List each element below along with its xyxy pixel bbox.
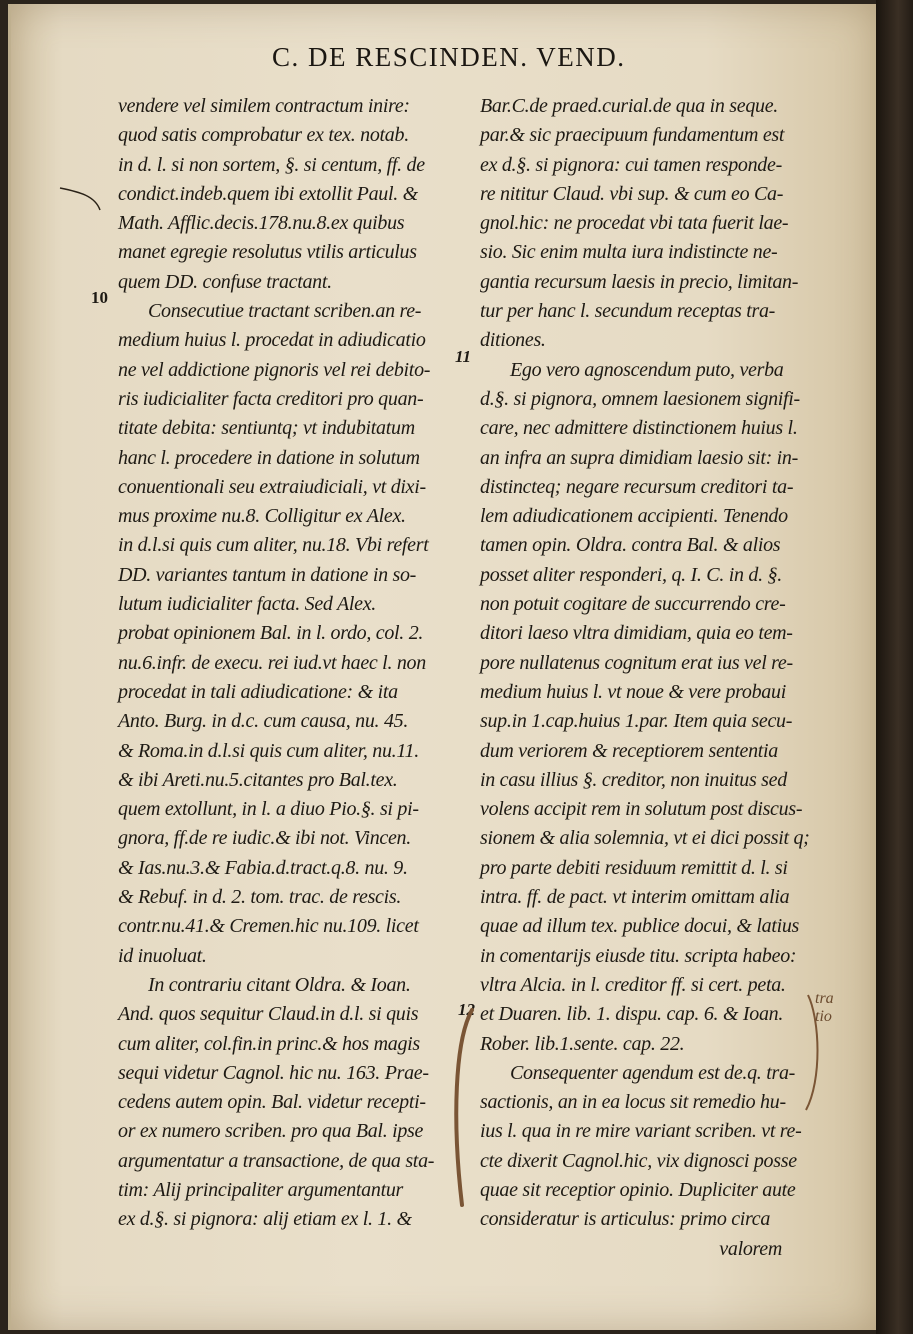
text-line: hanc l. procedere in datione in solutum [118, 446, 420, 469]
text-line: an infra an supra dimidiam laesio sit: in- [480, 446, 798, 469]
text-line: sactionis, an in ea locus sit remedio hu- [480, 1091, 786, 1114]
text-line: titate debita: sentiuntq; vt indubitatum [118, 417, 415, 440]
text-line: sup.in 1.cap.huius 1.par. Item quia secu- [480, 710, 793, 733]
text-line: vendere vel similem contractum inire: [118, 95, 410, 117]
margin-bracket [456, 1010, 472, 1205]
text-line: et Duaren. lib. 1. dispu. cap. 6. & Ioan. [480, 1003, 784, 1026]
text-line: cum aliter, col.fin.in princ.& hos magis [118, 1032, 420, 1055]
text-line: nu.6.infr. de execu. rei iud.vt haec l. non [118, 651, 426, 674]
text-line: d.§. si pignora, omnem laesionem signifi- [480, 387, 800, 410]
text-line: Ego vero agnoscendum puto, verba [510, 358, 784, 381]
text-line: quae sit receptior opinio. Dupliciter aute [480, 1178, 796, 1201]
text-line: consideratur is articulus: primo circa [480, 1208, 771, 1231]
text-line: Math. Afflic.decis.178.nu.8.ex quibus [118, 212, 405, 235]
text-line: cedens autem opin. Bal. videtur recepti- [118, 1091, 426, 1114]
text-line: mus proxime nu.8. Colligitur ex Alex. [118, 505, 406, 528]
text-line: lem adiudicationem accipienti. Tenendo [480, 505, 788, 528]
text-line: sequi videtur Cagnol. hic nu. 163. Prae- [118, 1061, 429, 1084]
text-line: ne vel addictione pignoris vel rei debito- [118, 358, 431, 381]
text-line: quem extollunt, in l. a diuo Pio.§. si pi- [118, 798, 419, 821]
text-line: par.& sic praecipuum fundamentum est [480, 124, 785, 147]
text-line: valorem [719, 1237, 782, 1260]
section-number-12: 12 [458, 1000, 475, 1019]
text-line: ditiones. [480, 329, 546, 352]
text-line: quae ad illum tex. publice docui, & latius [480, 915, 800, 938]
text-line: manet egregie resolutus vtilis articulus [118, 241, 417, 264]
text-line: Bar.C.de praed.curial.de qua in seque. [480, 95, 779, 117]
text-line: intra. ff. de pact. vt interim omittam alia [480, 886, 790, 909]
text-line: sionem & alia solemnia, vt ei dici possit q; [480, 827, 810, 850]
handwritten-margin-note: tra tio [815, 990, 834, 1025]
text-line: or ex numero scriben. pro qua Bal. ipse [118, 1120, 424, 1143]
text-line: pore nullatenus cognitum erat ius vel re- [480, 651, 793, 674]
text-line: in comentarijs eiusde titu. scripta habeo: [480, 944, 797, 967]
section-number-11: 11 [455, 347, 472, 366]
text-line: id inuoluat. [118, 944, 207, 967]
text-line: vltra Alcia. in l. creditor ff. si cert. peta. [480, 973, 786, 996]
margin-bracket-right [806, 995, 818, 1110]
text-line: argumentatur a transactione, de qua sta- [118, 1149, 435, 1172]
text-line: In contrariu citant Oldra. & Ioan. [148, 973, 411, 996]
text-line: ex d.§. si pignora: cui tamen responde- [480, 153, 782, 176]
text-line: lutum iudicialiter facta. Sed Alex. [118, 593, 376, 616]
text-line: Consequenter agendum est de.q. tra- [510, 1061, 796, 1084]
text-line: volens accipit rem in solutum post discus- [480, 798, 803, 821]
text-line: ris iudicialiter facta creditori pro quan- [118, 387, 424, 410]
text-line: sio. Sic enim multa iura indistincte ne- [480, 241, 778, 264]
text-line: in d. l. si non sortem, §. si centum, ff. de [118, 153, 425, 176]
text-line: & Rebuf. in d. 2. tom. trac. de rescis. [118, 886, 402, 909]
text-line: ius l. qua in re mire variant scriben. vt re- [480, 1120, 802, 1143]
margin-pointer [60, 188, 100, 210]
text-line: & ibi Areti.nu.5.citantes pro Bal.tex. [118, 768, 398, 791]
text-line: And. quos sequitur Claud.in d.l. si quis [118, 1003, 419, 1026]
text-line: posset aliter responderi, q. I. C. in d. §. [480, 563, 782, 586]
page-header: C. DE RESCINDEN. VEND. [272, 42, 626, 72]
text-line: medium huius l. vt noue & vere probaui [480, 680, 786, 703]
text-line: cte dixerit Cagnol.hic, vix dignosci posse [480, 1149, 797, 1172]
text-line: re nititur Claud. vbi sup. & cum eo Ca- [480, 182, 784, 205]
text-line: quem DD. confuse tractant. [118, 270, 332, 293]
text-line: non potuit cogitare de succurrendo cre- [480, 593, 786, 616]
text-line: tim: Alij principaliter argumentantur [118, 1178, 404, 1201]
text-line: gnora, ff.de re iudic.& ibi not. Vincen. [118, 827, 411, 850]
text-line: gantia recursum laesis in precio, limitan- [480, 270, 799, 293]
text-line: & Roma.in d.l.si quis cum aliter, nu.11. [118, 739, 419, 762]
text-line: in d.l.si quis cum aliter, nu.18. Vbi refert [118, 534, 429, 557]
text-line: quod satis comprobatur ex tex. notab. [118, 124, 409, 147]
text-line: in casu illius §. creditor, non inuitus sed [480, 768, 787, 791]
text-line: procedat in tali adiudicatione: & ita [118, 680, 398, 703]
text-line: tur per hanc l. secundum receptas tra- [480, 300, 776, 323]
text-line: tamen opin. Oldra. contra Bal. & alios [480, 534, 781, 557]
text-line: condict.indeb.quem ibi extollit Paul. & [118, 182, 418, 205]
text-line: contr.nu.41.& Cremen.hic nu.109. licet [118, 915, 419, 938]
text-line: Rober. lib.1.sente. cap. 22. [480, 1032, 685, 1055]
text-line: medium huius l. procedat in adiudicatio [118, 329, 426, 352]
section-number-10: 10 [91, 288, 108, 307]
text-line: DD. variantes tantum in datione in so- [118, 563, 417, 586]
text-line: Consecutiue tractant scriben.an re- [148, 300, 422, 323]
text-line: Anto. Burg. in d.c. cum causa, nu. 45. [118, 710, 409, 733]
text-line: dum veriorem & receptiorem sententia [480, 739, 779, 762]
text-line: probat opinionem Bal. in l. ordo, col. 2. [118, 622, 424, 645]
text-line: ditori laeso vltra dimidiam, quia eo tem- [480, 622, 793, 645]
text-line: pro parte debiti residuum remittit d. l. si [480, 856, 788, 879]
text-line: & Ias.nu.3.& Fabia.d.tract.q.8. nu. 9. [118, 856, 408, 879]
text-line: conuentionali seu extraiudiciali, vt dixi- [118, 475, 426, 498]
text-line: gnol.hic: ne procedat vbi tata fuerit lae- [480, 212, 789, 235]
text-line: care, nec admittere distinctionem huius l. [480, 417, 798, 440]
text-line: ex d.§. si pignora: alij etiam ex l. 1. & [118, 1208, 412, 1231]
text-line: distincteq; negare recursum creditori ta- [480, 475, 794, 498]
